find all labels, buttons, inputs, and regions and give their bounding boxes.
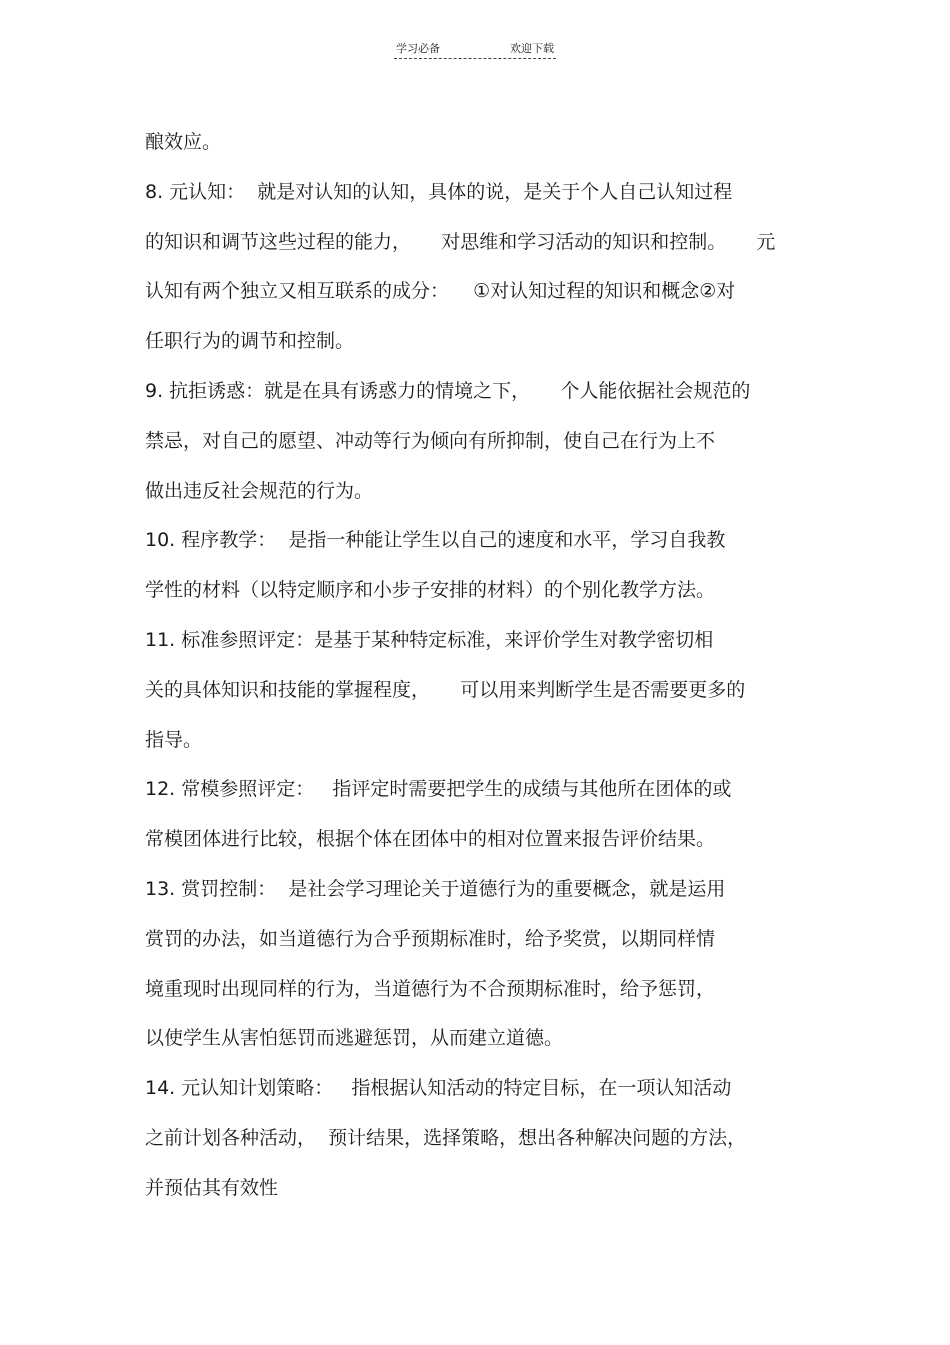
text-line: 以使学生从害怕惩罚而逃避惩罚，从而建立道德。 bbox=[145, 1027, 564, 1050]
text-line: 认知有两个独立又相互联系的成分： ①对认知过程的知识和概念②对 bbox=[145, 280, 736, 303]
text-line: 9. 抗拒诱惑：就是在具有诱惑力的情境之下， 个人能依据社会规范的 bbox=[145, 379, 751, 402]
document-body bbox=[145, 118, 825, 1214]
text-line: 做出违反社会规范的行为。 bbox=[145, 479, 374, 502]
header-right-text: 欢迎下载 bbox=[510, 42, 554, 55]
text-line: 10. 程序教学： 是指一种能让学生以自己的速度和水平，学习自我教 bbox=[145, 529, 726, 552]
text-line: 13. 赏罚控制： 是社会学习理论关于道德行为的重要概念，就是运用 bbox=[145, 877, 726, 900]
text-line: 关的具体知识和技能的掌握程度， 可以用来判断学生是否需要更多的 bbox=[145, 678, 746, 701]
text-line: 的知识和调节这些过程的能力， 对思维和学习活动的知识和控制。 元 bbox=[145, 230, 776, 253]
text-line: 常模团体进行比较，根据个体在团体中的相对位置来报告评价结果。 bbox=[145, 828, 716, 851]
text-line: 任职行为的调节和控制。 bbox=[145, 330, 355, 353]
text-line: 禁忌，对自己的愿望、冲动等行为倾向有所抑制，使自己在行为上不 bbox=[145, 429, 716, 452]
text-line: 酿效应。 bbox=[145, 131, 222, 153]
text-line: 赏罚的办法，如当道德行为合乎预期标准时，给予奖赏，以期同样情 bbox=[145, 927, 716, 950]
text-line: 8. 元认知： 就是对认知的认知，具体的说，是关于个人自己认知过程 bbox=[145, 180, 733, 203]
page-header bbox=[394, 40, 556, 59]
text-line: 之前计划各种活动， 预计结果，选择策略，想出各种解决问题的方法， bbox=[145, 1126, 747, 1149]
text-line: 并预估其有效性 bbox=[145, 1176, 279, 1199]
header-left-text: 学习必备 bbox=[396, 42, 440, 55]
text-line: 14. 元认知计划策略： 指根据认知活动的特定目标，在一项认知活动 bbox=[145, 1077, 732, 1100]
text-line: 境重现时出现同样的行为，当道德行为不合预期标准时，给予惩罚， bbox=[145, 977, 716, 1000]
text-line: 学性的材料（以特定顺序和小步子安排的材料）的个别化教学方法。 bbox=[145, 579, 716, 602]
text-line: 11. 标准参照评定：是基于某种特定标准，来评价学生对教学密切相 bbox=[145, 628, 714, 651]
text-line: 12. 常模参照评定： 指评定时需要把学生的成绩与其他所在团体的或 bbox=[145, 778, 732, 801]
text-line: 指导。 bbox=[145, 728, 203, 751]
